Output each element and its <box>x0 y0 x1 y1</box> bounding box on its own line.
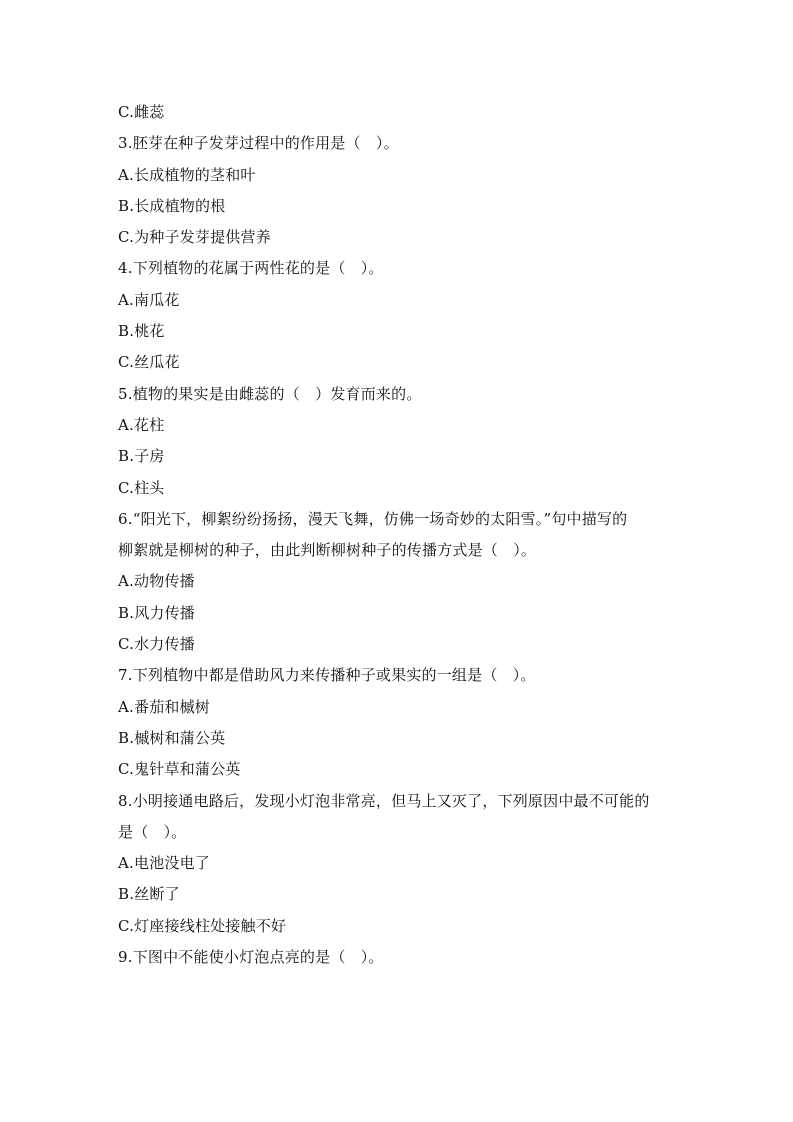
question-7: 7.下列植物中都是借助风力来传播种子或果实的一组是（ ）。 <box>118 666 536 685</box>
question-8-line-2: 是（ ）。 <box>118 822 187 841</box>
question-6-line-2: 柳絮就是柳树的种子，由此判断柳树种子的传播方式是（ ）。 <box>118 541 537 560</box>
question-4: 4.下列植物的花属于两性花的是（ ）。 <box>118 259 384 278</box>
option-c-q3: C.为种子发芽提供营养 <box>118 228 271 247</box>
option-b-q8: B.丝断了 <box>118 885 180 904</box>
question-3: 3.胚芽在种子发芽过程中的作用是（ ）。 <box>118 134 399 153</box>
question-content <box>118 97 678 973</box>
question-5: 5.植物的果实是由雌蕊的（ ）发育而来的。 <box>118 384 422 403</box>
option-b-q3: B.长成植物的根 <box>118 196 226 215</box>
option-a-q8: A.电池没电了 <box>118 854 211 873</box>
option-a-q3: A.长成植物的茎和叶 <box>118 165 256 184</box>
option-b-q7: B.槭树和蒲公英 <box>118 728 226 747</box>
question-6-line-1: 6.“阳光下，柳絮纷纷扬扬，漫天飞舞，仿佛一场奇妙的太阳雪。”句中描写的 <box>118 509 628 528</box>
option-a-q6: A.动物传播 <box>118 572 195 591</box>
option-c-q4: C.丝瓜花 <box>118 353 180 372</box>
option-a-q5: A.花柱 <box>118 415 165 434</box>
option-c-q6: C.水力传播 <box>118 635 195 654</box>
option-c-q8: C.灯座接线柱处接触不好 <box>118 916 287 935</box>
option-b-q6: B.风力传播 <box>118 603 195 622</box>
question-9: 9.下图中不能使小灯泡点亮的是（ ）。 <box>118 948 384 967</box>
option-b-q4: B.桃花 <box>118 322 165 341</box>
question-8-line-1: 8.小明接通电路后，发现小灯泡非常亮，但马上又灭了，下列原因中最不可能的 <box>118 791 650 810</box>
option-c-q2: C.雌蕊 <box>118 103 165 121</box>
option-c-q5: C.柱头 <box>118 478 165 497</box>
option-b-q5: B.子房 <box>118 447 165 466</box>
option-a-q4: A.南瓜花 <box>118 290 180 309</box>
option-a-q7: A.番茄和槭树 <box>118 697 211 716</box>
option-c-q7: C.鬼针草和蒲公英 <box>118 760 241 779</box>
